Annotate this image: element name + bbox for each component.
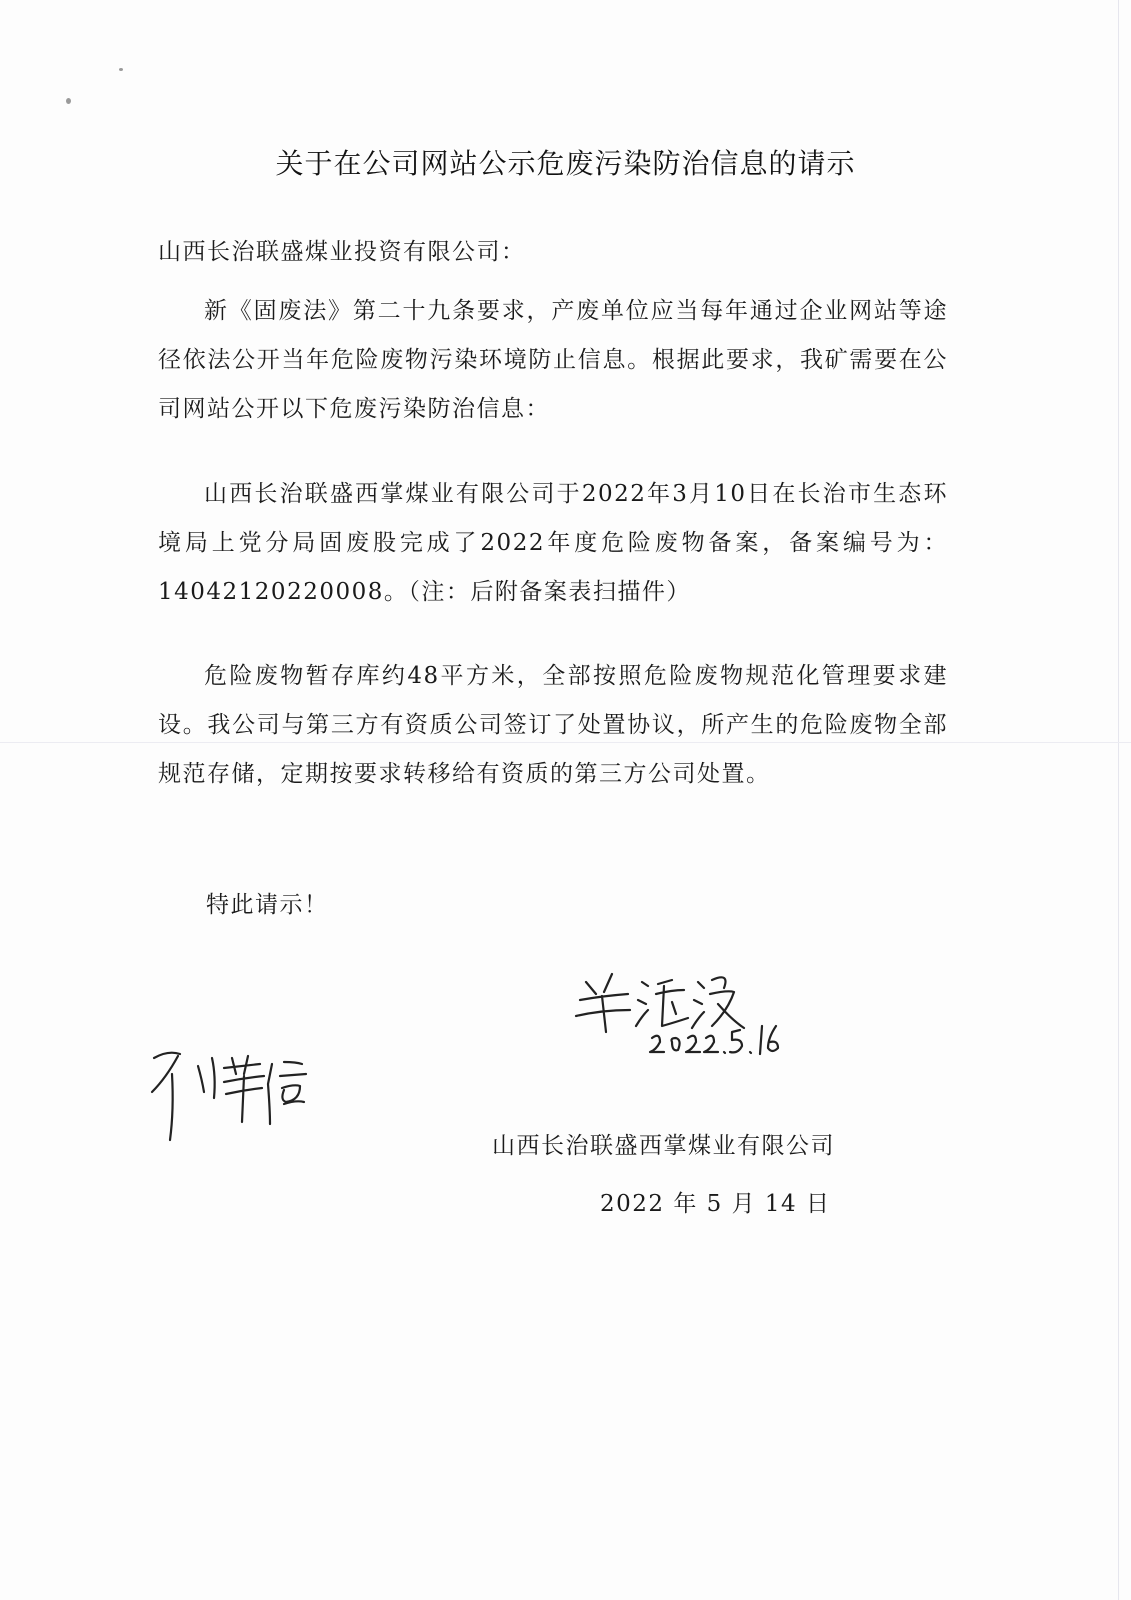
second-signature: [140, 1040, 320, 1150]
scan-dust-speck: [119, 68, 123, 71]
paragraph-requirement: 新《固废法》第二十九条要求，产废单位应当每年通过企业网站等途径依法公开当年危险废物污染环境防止信息。根据此要求，我矿需要在公司网站公开以下危废污染防治信息：: [158, 298, 948, 422]
paragraph-registration: 山西长治联盛西掌煤业有限公司于2022年3月10日在长治市生态环境局上党分局固废股完成了2022年度危险废物备案，备案编号为：14042120220008。（注：后附备案表扫描件）: [158, 481, 948, 605]
paragraph-storage: 危险废物暂存库约48平方米，全部按照危险废物规范化管理要求建设。我公司与第三方有资质公司签订了处置协议，所产生的危险废物全部规范存储，定期按要求转移给有资质的第三方公司处置。: [158, 663, 948, 787]
scan-dust-speck: [66, 98, 71, 104]
signature-date: 2022 年 5 月 14 日: [600, 1191, 831, 1217]
addressee: 山西长治联盛煤业投资有限公司：: [158, 239, 526, 265]
scan-edge-line: [1118, 0, 1119, 1600]
document-title: 关于在公司网站公示危废污染防治信息的请示: [275, 147, 856, 180]
approver-signature: [572, 960, 792, 1060]
signature-company: 山西长治联盛西掌煤业有限公司: [492, 1133, 835, 1159]
closing-remark: 特此请示！: [206, 892, 329, 918]
